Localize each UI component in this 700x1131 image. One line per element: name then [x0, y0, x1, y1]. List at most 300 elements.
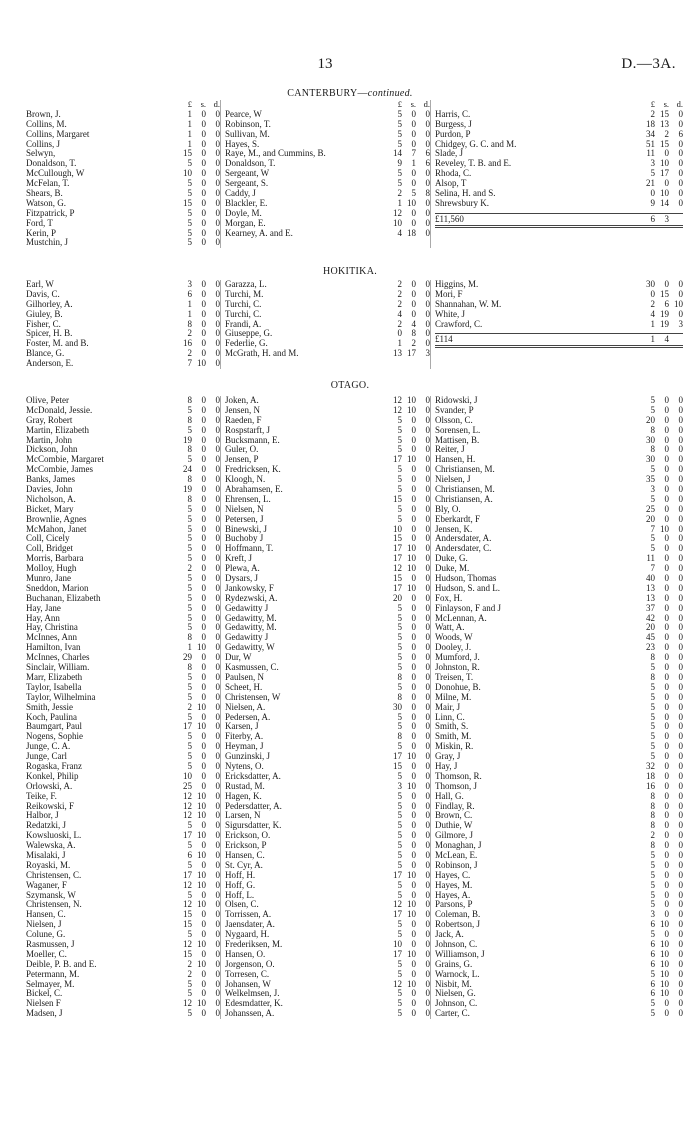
amount-pounds: 5: [397, 681, 402, 692]
table-row: [435, 149, 683, 159]
amount-shillings: 10: [197, 849, 206, 860]
amount-shillings: 10: [197, 958, 206, 969]
entry-name: Reikowski, F: [26, 801, 75, 811]
amount-shillings: 0: [201, 444, 206, 455]
amount-shillings: 0: [411, 721, 416, 732]
amount-shillings: 0: [201, 474, 206, 485]
amount-pounds: 5: [187, 602, 192, 613]
amount-pounds: 8: [187, 395, 192, 405]
amount-pounds: 6: [187, 849, 192, 860]
amount-pence: 0: [215, 622, 220, 633]
entry-name: Jensen, K.: [435, 524, 473, 534]
amount-shillings: 0: [411, 138, 416, 149]
entry-name: Konkel, Philip: [26, 771, 79, 781]
amount-pence: 0: [678, 424, 683, 435]
amount-pounds: 5: [397, 849, 402, 860]
amount-shillings: 0: [201, 158, 206, 169]
entry-name: Nielsen, A.: [225, 702, 266, 712]
amount-pence: 0: [215, 414, 220, 425]
amount-pounds: 8: [187, 318, 192, 329]
amount-pence: 0: [678, 395, 683, 405]
table-otago: [26, 396, 683, 1019]
amount-pence: 0: [425, 958, 430, 969]
entry-name: Guler, O.: [225, 445, 259, 455]
amount-shillings: 0: [664, 279, 669, 289]
entry-name: Slade, J: [435, 149, 463, 159]
amount-pence: 0: [215, 553, 220, 564]
amount-pounds: 1: [397, 197, 402, 208]
amount-pence: 0: [425, 207, 430, 218]
entry-name: Svander, P: [435, 405, 474, 415]
table-row: [435, 891, 683, 901]
amount-shillings: 10: [660, 919, 669, 930]
amount-pence: 0: [678, 493, 683, 504]
entry-name: Joken, A.: [225, 396, 259, 405]
amount-pence: 0: [425, 632, 430, 643]
table-row: [435, 999, 683, 1009]
amount-pence: 0: [678, 938, 683, 949]
amount-pounds: 5: [187, 820, 192, 831]
entry-name: Nytens, O.: [225, 761, 264, 771]
entry-name: Sergeant, S.: [225, 179, 269, 189]
amount-pence: 0: [425, 731, 430, 742]
amount-pence: 0: [678, 543, 683, 554]
entry-name: Higgins, M.: [435, 280, 479, 289]
amount-shillings: 0: [411, 691, 416, 702]
amount-pence: 0: [425, 869, 430, 880]
amount-pounds: 5: [650, 662, 655, 673]
entry-name: Hayes, S.: [225, 139, 260, 149]
entry-name: Coleman, B.: [435, 910, 481, 920]
table-row: [435, 920, 683, 930]
amount-pence: 0: [425, 138, 430, 149]
entry-name: Gedawitty J: [225, 603, 269, 613]
amount-pence: 0: [678, 118, 683, 129]
entry-name: Petersen, J: [225, 514, 264, 524]
amount-pence: 0: [215, 592, 220, 603]
amount-pounds: 51: [646, 138, 655, 149]
amount-pence: 0: [425, 503, 430, 514]
table-row: [435, 989, 683, 999]
currency-unit: d.: [676, 99, 683, 109]
amount-pence: 0: [215, 711, 220, 722]
entry-name: Fox, H.: [435, 593, 463, 603]
table-row: [435, 970, 683, 980]
table-row: [435, 792, 683, 802]
amount-pounds: 5: [397, 711, 402, 722]
amount-pence: 0: [425, 444, 430, 455]
amount-pounds: 15: [183, 948, 192, 959]
table-row: [435, 861, 683, 871]
amount-pence: 0: [425, 751, 430, 762]
amount-shillings: 0: [201, 681, 206, 692]
amount-shillings: 17: [660, 168, 669, 179]
amount-pounds: 5: [397, 879, 402, 890]
amount-shillings: 10: [197, 869, 206, 880]
entry-name: Redatzki, J: [26, 821, 66, 831]
amount-shillings: 0: [664, 859, 669, 870]
amount-shillings: 10: [407, 197, 416, 208]
amount-pence: 0: [425, 800, 430, 811]
amount-pounds: 1: [187, 128, 192, 139]
amount-pounds: 3: [650, 909, 655, 920]
amount-pence: 0: [678, 830, 683, 841]
entry-name: Warnock, L.: [435, 969, 480, 979]
entry-name: Jankowsky, F: [225, 583, 274, 593]
amount-pounds: 8: [650, 444, 655, 455]
entry-name: Turchi, C.: [225, 299, 262, 309]
amount-shillings: 0: [664, 849, 669, 860]
amount-pence: 0: [425, 820, 430, 831]
amount-pounds: 5: [397, 800, 402, 811]
amount-pounds: 10: [183, 168, 192, 179]
amount-shillings: 0: [411, 464, 416, 475]
table-row: [225, 349, 430, 359]
amount-pounds: 5: [187, 553, 192, 564]
amount-pounds: 5: [650, 859, 655, 870]
amount-shillings: 0: [664, 178, 669, 189]
amount-pence: 0: [425, 484, 430, 495]
entry-name: Heyman, J: [225, 742, 264, 752]
amount-pence: 0: [215, 474, 220, 485]
amount-pence: 0: [215, 563, 220, 574]
amount-pounds: 15: [393, 760, 402, 771]
entry-name: Ehrensen, L.: [225, 494, 271, 504]
amount-pounds: 17: [393, 543, 402, 554]
amount-pounds: 17: [393, 751, 402, 762]
column-3: [430, 396, 683, 1019]
amount-pence: 0: [425, 1008, 430, 1019]
amount-shillings: 0: [664, 731, 669, 742]
amount-pounds: 30: [646, 279, 655, 289]
amount-pounds: 5: [187, 691, 192, 702]
amount-shillings: 10: [407, 404, 416, 415]
amount-pounds: 8: [650, 424, 655, 435]
amount-shillings: 2: [664, 128, 669, 139]
entry-name: Rustad, M.: [225, 781, 265, 791]
entry-name: McCullough, W: [26, 169, 85, 179]
table-row: [435, 643, 683, 653]
amount-pounds: 30: [393, 701, 402, 712]
amount-pence: 0: [215, 279, 220, 289]
entry-name: Eberkardt, F: [435, 514, 480, 524]
amount-pence: 0: [678, 929, 683, 940]
table-row: [435, 310, 683, 320]
amount-shillings: 0: [664, 800, 669, 811]
table-row: [435, 653, 683, 663]
entry-name: Hall, G.: [435, 791, 464, 801]
amount-pounds: 17: [183, 869, 192, 880]
amount-shillings: 0: [411, 523, 416, 534]
entry-name: Rasmussen, J: [26, 939, 75, 949]
amount-pence: 0: [678, 899, 683, 910]
entry-name: Smith, Jessie: [26, 702, 74, 712]
amount-shillings: 0: [201, 592, 206, 603]
amount-pence: 0: [678, 800, 683, 811]
entry-name: Karsen, J: [225, 722, 259, 732]
amount-pence: 0: [678, 563, 683, 574]
amount-pence: 0: [678, 108, 683, 119]
section-title-canterbury: CANTERBURY—continued.: [287, 88, 413, 99]
amount-shillings: 10: [407, 454, 416, 465]
entry-name: Raye, M., and Cummins, B.: [225, 149, 326, 159]
entry-name: Koch, Paulina: [26, 712, 77, 722]
amount-pence: 0: [425, 573, 430, 584]
table-row: [435, 782, 683, 792]
amount-pence: 0: [425, 592, 430, 603]
amount-shillings: 10: [407, 553, 416, 564]
amount-pence: 0: [215, 108, 220, 119]
amount-pence: 0: [215, 671, 220, 682]
amount-pounds: 12: [393, 899, 402, 910]
amount-shillings: 0: [411, 958, 416, 969]
amount-shillings: 0: [201, 118, 206, 129]
table-row: [435, 871, 683, 881]
entry-name: Martin, Elizabeth: [26, 425, 89, 435]
currency-unit: £: [650, 99, 655, 109]
column-3: [430, 100, 683, 248]
amount-pounds: 5: [397, 968, 402, 979]
entry-name: Burgess, J: [435, 119, 472, 129]
amount-shillings: 0: [411, 612, 416, 623]
amount-shillings: 0: [201, 148, 206, 159]
table-row: [26, 238, 220, 248]
entry-name: Hansen, H.: [435, 455, 476, 465]
amount-pence: 0: [425, 810, 430, 821]
amount-pence: 0: [215, 948, 220, 959]
amount-pence: 0: [215, 328, 220, 339]
amount-pence: 0: [215, 197, 220, 208]
amount-pence: 0: [425, 328, 430, 339]
entry-name: Bicket, Mary: [26, 504, 74, 514]
amount-shillings: 0: [411, 308, 416, 319]
amount-pence: 0: [215, 207, 220, 218]
amount-shillings: 0: [201, 909, 206, 920]
entry-name: Thomson, R.: [435, 771, 482, 781]
amount-shillings: 0: [664, 582, 669, 593]
amount-pounds: 5: [650, 998, 655, 1009]
amount-pounds: 5: [187, 978, 192, 989]
entry-name: Williamson, J: [435, 949, 485, 959]
amount-pence: 0: [215, 338, 220, 349]
amount-shillings: 0: [664, 503, 669, 514]
amount-pence: 6: [678, 128, 683, 139]
amount-pounds: 5: [187, 513, 192, 524]
amount-pence: 0: [215, 602, 220, 613]
entry-name: Morris, Barbara: [26, 554, 84, 564]
entry-name: Royaski, M.: [26, 860, 71, 870]
amount-pounds: 5: [650, 395, 655, 405]
amount-pounds: 5: [397, 958, 402, 969]
entry-name: White, J: [435, 309, 465, 319]
amount-pounds: 5: [650, 741, 655, 752]
amount-pounds: 5: [650, 968, 655, 979]
amount-pence: 0: [215, 118, 220, 129]
entry-name: Coll, Cicely: [26, 534, 70, 544]
amount-pence: 0: [215, 790, 220, 801]
entry-name: Misalaki, J: [26, 850, 66, 860]
amount-pence: 0: [678, 308, 683, 319]
amount-shillings: 0: [411, 207, 416, 218]
amount-pence: 0: [425, 721, 430, 732]
amount-pounds: 5: [397, 662, 402, 673]
amount-shillings: 0: [664, 632, 669, 643]
amount-pence: 0: [425, 790, 430, 801]
amount-pence: 0: [215, 958, 220, 969]
section-title-hokitika: HOKITIKA.: [322, 266, 378, 277]
entry-name: Thomson, J: [435, 781, 478, 791]
entry-name: Donohue, B.: [435, 682, 481, 692]
amount-pounds: 15: [393, 533, 402, 544]
amount-pounds: 5: [187, 889, 192, 900]
amount-shillings: 0: [664, 998, 669, 1009]
entry-name: McInnes, Charles: [26, 653, 90, 663]
amount-pence: 0: [425, 770, 430, 781]
entry-name: Earl, W: [26, 280, 54, 289]
amount-shillings: 0: [201, 751, 206, 762]
amount-shillings: 0: [411, 484, 416, 495]
amount-shillings: 0: [664, 543, 669, 554]
amount-pence: 0: [425, 474, 430, 485]
entry-name: Foster, M. and B.: [26, 339, 89, 349]
entry-name: Smith, S.: [435, 722, 469, 732]
amount-pence: 0: [425, 642, 430, 653]
amount-pence: 0: [678, 168, 683, 179]
amount-pence: 0: [425, 298, 430, 309]
amount-pounds: 5: [187, 217, 192, 228]
amount-pounds: 5: [397, 810, 402, 821]
amount-shillings: 0: [664, 484, 669, 495]
amount-shillings: 0: [201, 632, 206, 643]
amount-shillings: 0: [664, 760, 669, 771]
amount-pence: 0: [678, 632, 683, 643]
amount-pounds: 10: [393, 217, 402, 228]
entry-name: Crawford, C.: [435, 319, 483, 329]
amount-pounds: 19: [183, 484, 192, 495]
amount-pence: 0: [425, 108, 430, 119]
amount-pence: 0: [425, 998, 430, 1009]
amount-pence: 0: [678, 701, 683, 712]
table-row: [435, 159, 683, 169]
amount-shillings: 0: [201, 780, 206, 791]
amount-pence: 0: [215, 662, 220, 673]
amount-shillings: 10: [660, 958, 669, 969]
amount-shillings: 0: [664, 909, 669, 920]
amount-pounds: 6: [650, 919, 655, 930]
amount-shillings: 10: [197, 899, 206, 910]
amount-pounds: 5: [397, 988, 402, 999]
amount-pounds: 16: [646, 780, 655, 791]
amount-pounds: 0: [397, 328, 402, 339]
entry-name: Dickson, John: [26, 445, 78, 455]
amount-shillings: 3: [664, 213, 669, 224]
entry-name: Hansen, O.: [225, 949, 266, 959]
entry-name: Johnston, R.: [435, 663, 480, 673]
amount-pence: 0: [215, 543, 220, 554]
amount-shillings: 0: [411, 662, 416, 673]
amount-pounds: 32: [646, 760, 655, 771]
amount-shillings: 0: [411, 444, 416, 455]
entry-name: Johanssen, A.: [225, 1009, 275, 1019]
amount-pounds: 25: [183, 780, 192, 791]
table-row: [435, 930, 683, 940]
amount-pounds: 15: [393, 493, 402, 504]
amount-pounds: 34: [646, 128, 655, 139]
amount-pounds: 17: [183, 830, 192, 841]
amount-pence: 0: [425, 711, 430, 722]
amount-pounds: 6: [650, 938, 655, 949]
entry-name: Kloogh, N.: [225, 475, 266, 485]
amount-pence: 0: [678, 474, 683, 485]
amount-shillings: 0: [411, 513, 416, 524]
amount-pence: 0: [678, 691, 683, 702]
amount-shillings: 19: [660, 308, 669, 319]
amount-shillings: 0: [664, 741, 669, 752]
entry-name: Plewa, A.: [225, 564, 260, 574]
amount-pounds: 17: [393, 948, 402, 959]
entry-name: Torrissen, A.: [225, 910, 272, 920]
amount-pounds: 2: [397, 298, 402, 309]
entry-name: Hayes, A.: [435, 890, 471, 900]
entry-name: Hayes, C.: [435, 870, 471, 880]
amount-shillings: 0: [411, 938, 416, 949]
amount-pence: 0: [215, 632, 220, 643]
amount-pounds: 3: [650, 484, 655, 495]
entry-name: Hansen, C.: [26, 910, 66, 920]
amount-pounds: 2: [650, 108, 655, 119]
amount-pence: 0: [425, 760, 430, 771]
amount-pence: 0: [215, 691, 220, 702]
amount-pounds: 23: [646, 642, 655, 653]
entry-name: Johnson, C.: [435, 939, 478, 949]
amount-pounds: 12: [393, 207, 402, 218]
amount-pounds: 20: [646, 622, 655, 633]
table-hokitika: [26, 280, 683, 369]
entry-name: Junge, C. A.: [26, 742, 71, 752]
entry-name: Collins, Margaret: [26, 129, 90, 139]
entry-name: Hudson, S. and L.: [435, 583, 500, 593]
amount-pounds: 5: [397, 612, 402, 623]
entry-name: Johnson, C.: [435, 999, 478, 1009]
amount-pounds: 5: [650, 1008, 655, 1019]
amount-shillings: 0: [201, 543, 206, 554]
amount-shillings: 0: [201, 207, 206, 218]
amount-pence: 0: [425, 414, 430, 425]
amount-pence: 0: [215, 523, 220, 534]
amount-pence: 0: [215, 168, 220, 179]
amount-pounds: 2: [187, 701, 192, 712]
amount-pounds: 5: [187, 612, 192, 623]
amount-shillings: 0: [664, 424, 669, 435]
amount-pounds: 17: [393, 869, 402, 880]
amount-pence: 0: [215, 998, 220, 1009]
amount-pounds: 19: [183, 434, 192, 445]
amount-pence: 0: [425, 780, 430, 791]
entry-name: Deible, P. B. and E.: [26, 959, 97, 969]
amount-pounds: 5: [650, 849, 655, 860]
entry-name: Hoff, H.: [225, 870, 256, 880]
amount-pence: 0: [678, 988, 683, 999]
column-1: [26, 100, 220, 248]
amount-shillings: 0: [664, 642, 669, 653]
amount-pence: 0: [425, 859, 430, 870]
amount-shillings: 14: [660, 197, 669, 208]
amount-pence: 0: [215, 128, 220, 139]
amount-pounds: 5: [397, 790, 402, 801]
amount-shillings: 0: [664, 404, 669, 415]
amount-pence: 0: [215, 741, 220, 752]
amount-pounds: 5: [650, 701, 655, 712]
